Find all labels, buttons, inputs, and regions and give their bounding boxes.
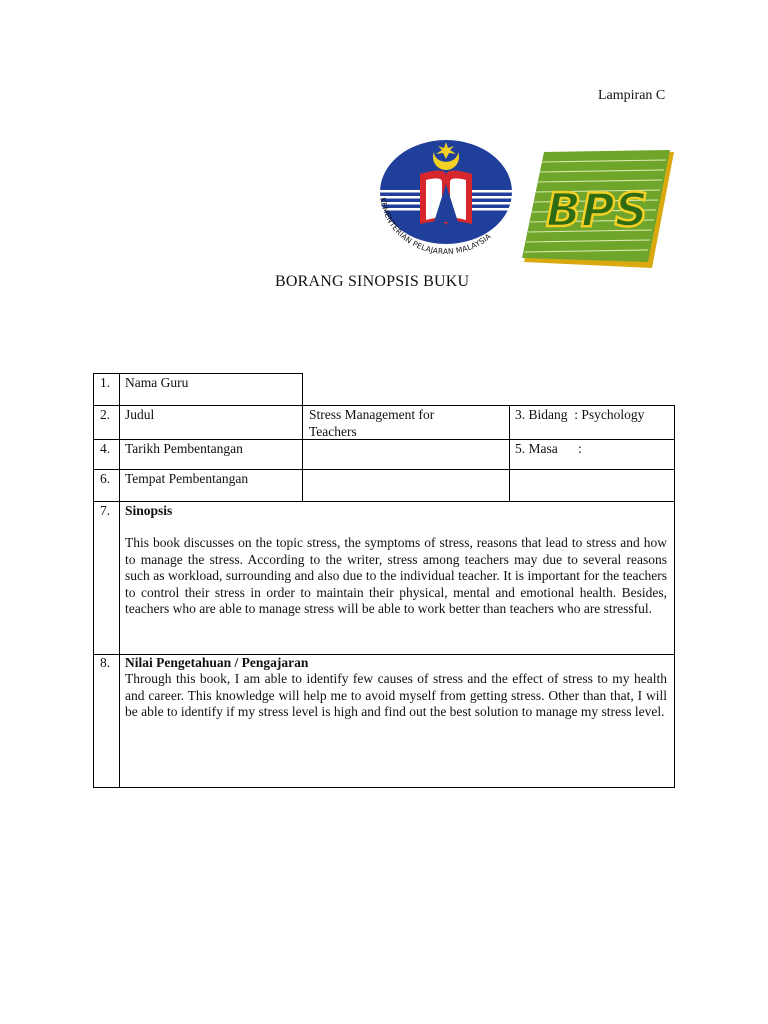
row8-number: 8. <box>100 655 111 670</box>
row1-number: 1. <box>100 375 111 390</box>
nilai-text: Through this book, I am able to identify few causes of stress and the effect of stress to my health and career. This knowledge will help me to avoid myself from getting stress. Other than that, I will be able to identify if my stress level is high and find out the best solution to manage my stress level. <box>125 671 667 720</box>
tarikh-label: Tarikh Pembentangan <box>125 441 243 456</box>
sinopsis-heading: Sinopsis <box>125 503 173 518</box>
judul-value: Stress Management for Teachers <box>309 407 435 439</box>
nilai-heading: Nilai Pengetahuan / Pengajaran <box>125 655 309 670</box>
row7-number-cell <box>93 501 120 655</box>
tarikh-value-cell <box>302 439 510 470</box>
row6-number: 6. <box>100 471 111 486</box>
judul-label: Judul <box>125 407 155 422</box>
bps-logo <box>520 150 678 270</box>
row2-number: 2. <box>100 407 111 422</box>
tempat-label: Tempat Pembentangan <box>125 471 249 486</box>
sinopsis-text: This book discusses on the topic stress, the symptoms of stress, reasons that lead to stress and how to manage the stress. According to the writer, stress among teachers may due to several reasons such as workload, surrounding and also due to the individual teacher. It is important for the teachers to control their stress in order to maintain their physical, mental and emotional health. Besides, teachers who are able to manage stress will be able to work better than teachers who are stressful. <box>125 535 667 617</box>
ministry-logo-text: KEMENTERIAN PELAJARAN MALAYSIA <box>378 196 493 257</box>
bidang-field: 3. Bidang : Psychology <box>515 407 645 422</box>
ministry-logo <box>362 136 530 258</box>
row7-number: 7. <box>100 503 111 518</box>
row6-empty-cell <box>509 469 675 502</box>
row4-number: 4. <box>100 441 111 456</box>
bps-logo-text: BPS <box>546 183 648 237</box>
attachment-label: Lampiran C <box>598 88 666 103</box>
nama-guru-label: Nama Guru <box>125 375 189 390</box>
tempat-value-cell <box>302 469 510 502</box>
masa-field: 5. Masa : <box>515 441 582 456</box>
form-title: BORANG SINOPSIS BUKU <box>275 273 470 290</box>
row8-number-cell <box>93 654 120 788</box>
